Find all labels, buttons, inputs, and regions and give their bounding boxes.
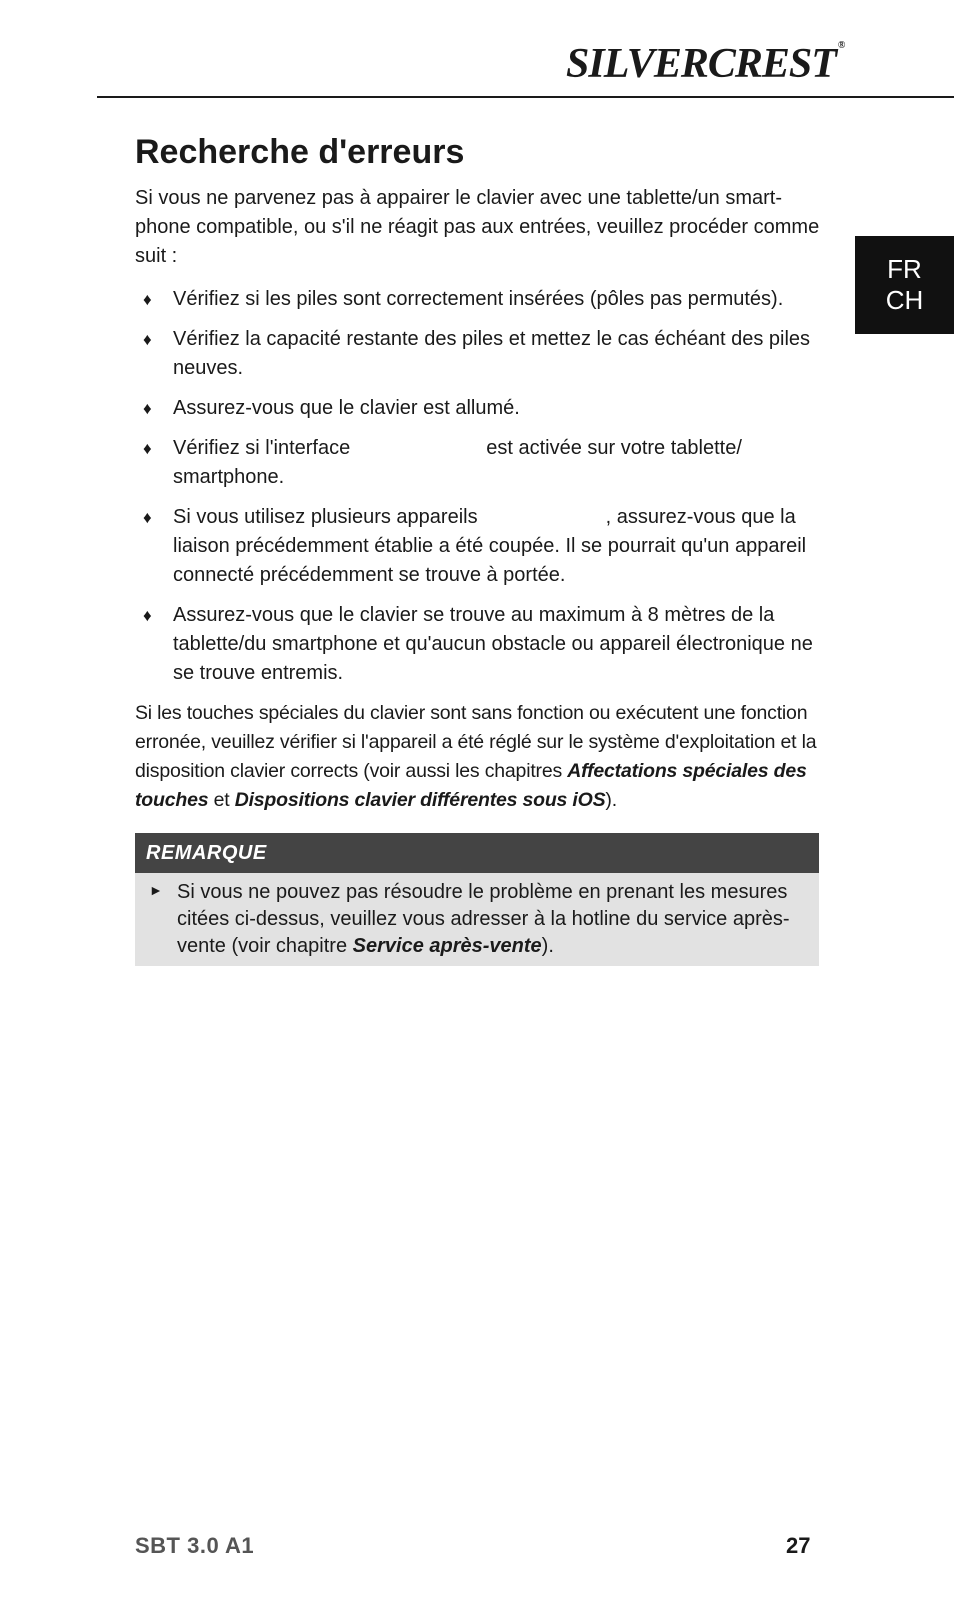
note-text-part: ). <box>541 935 554 957</box>
note-box <box>135 833 819 966</box>
list-item <box>135 434 825 492</box>
list-item-text-before: Si vous utilisez plusieurs appareils <box>173 506 478 528</box>
list-item-text-after: , assurez-vous que la liaison précédemment établie a été coupée. Il se pourrait qu'un appareil connecté précédemment se trouve à portée. <box>173 506 807 586</box>
diamond-bullet-icon: ♦ <box>143 606 152 625</box>
special-keys-paragraph <box>135 699 825 815</box>
diamond-bullet-icon: ♦ <box>143 290 152 309</box>
brand-part1: SILVER <box>566 41 708 87</box>
intro-paragraph: Si vous ne parvenez pas à appairer le clavier avec une tablette/un smart-phone compatible, ou s'il ne réagit pas aux entrées, veuillez procéder comme suit : <box>135 187 820 267</box>
page-number: 27 <box>786 1533 811 1558</box>
list-item-text-after: est activée sur votre tablette/ smartphone. <box>173 437 742 488</box>
lang-code-fr: FR <box>887 254 922 284</box>
diamond-bullet-icon: ♦ <box>143 508 152 527</box>
language-tab <box>855 236 954 334</box>
list-item <box>135 601 825 688</box>
diamond-bullet-icon: ♦ <box>143 439 152 458</box>
chapter-reference: Dispositions clavier différentes sous iOS <box>234 789 606 811</box>
note-heading: REMARQUE <box>135 833 819 873</box>
chapter-reference: Service après-vente <box>352 935 542 957</box>
list-item <box>135 394 825 423</box>
diamond-bullet-icon: ♦ <box>143 399 152 418</box>
chapter-reference: Affectations spéciales des touches <box>135 760 807 811</box>
header-rule <box>97 96 954 98</box>
note-text <box>177 879 805 960</box>
note-body <box>135 873 819 966</box>
page-title: Recherche d'erreurs <box>135 133 465 171</box>
para-text: Si les touches spéciales du clavier sont sans fonction ou exécutent une fonction erronée, veuillez vérifier si l'appareil a été réglé sur le système d'exploitation et la disposition clavier corrects (voir aussi les chapitres <box>135 702 817 782</box>
list-item-text-before: Vérifiez si l'interface <box>173 437 351 459</box>
list-item <box>135 503 825 590</box>
para-text: ). <box>605 789 617 811</box>
list-item-text: Assurez-vous que le clavier est allumé. <box>173 397 520 419</box>
silvercrest-logo <box>566 40 844 88</box>
registered-mark: ® <box>837 40 845 51</box>
note-text-part: Si vous ne pouvez pas résoudre le problème en prenant les mesures citées ci-dessus, veuillez vous adresser à la hotline du service après-vente (voir chapitre <box>177 881 790 957</box>
list-item-text: Assurez-vous que le clavier se trouve au maximum à 8 mètres de la tablette/du smartphone et qu'aucun obstacle ou appareil électronique ne se trouve entremis. <box>173 604 813 684</box>
list-item-text: Vérifiez si les piles sont correctement insérées (pôles pas permutés). <box>173 288 784 310</box>
lang-code-ch: CH <box>885 285 924 315</box>
page-content <box>135 126 825 966</box>
diamond-bullet-icon: ♦ <box>143 330 152 349</box>
list-item <box>135 325 825 383</box>
brand-part2: CREST <box>707 41 836 87</box>
list-item <box>135 285 825 314</box>
list-item-text: Vérifiez la capacité restante des piles et mettez le cas échéant des piles neuves. <box>173 328 811 379</box>
arrow-right-icon: ► <box>149 882 163 898</box>
para-text: et <box>208 789 235 811</box>
footer-model: SBT 3.0 A1 <box>135 1533 255 1558</box>
troubleshooting-list <box>135 285 825 688</box>
